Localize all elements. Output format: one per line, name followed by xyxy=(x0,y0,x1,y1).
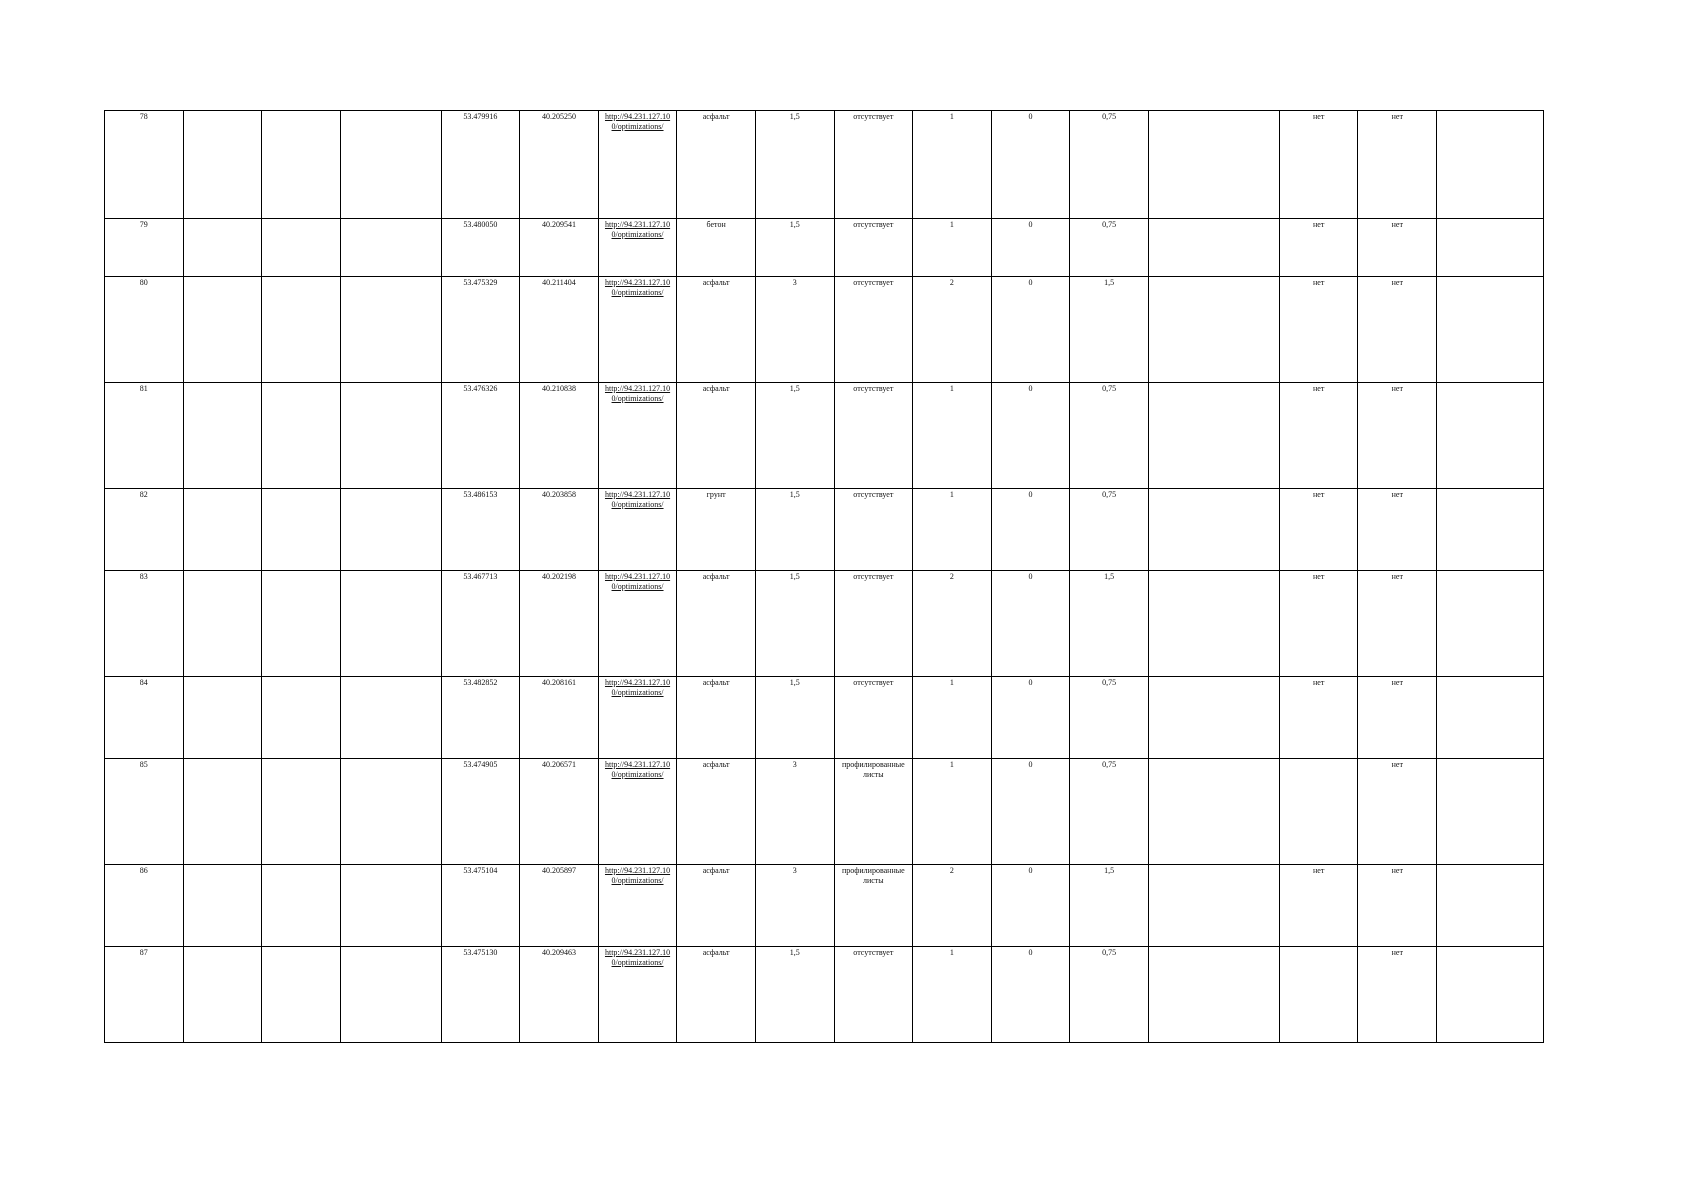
volume-cell: 1,5 xyxy=(1070,277,1149,383)
empty-cell xyxy=(262,111,341,219)
latitude-cell: 53.486153 xyxy=(441,489,520,571)
link-cell[interactable]: http://94.231.127.10 0/optimizations/ xyxy=(598,111,677,219)
address-cell xyxy=(340,277,441,383)
link-cell[interactable]: http://94.231.127.10 0/optimizations/ xyxy=(598,759,677,865)
empty-cell xyxy=(183,111,262,219)
longitude-cell: 40.209463 xyxy=(520,947,599,1043)
row-number: 80 xyxy=(105,277,184,383)
count-cell: 1 xyxy=(913,677,992,759)
address-cell xyxy=(340,219,441,277)
count-cell: 0 xyxy=(991,947,1070,1043)
longitude-cell: 40.203858 xyxy=(520,489,599,571)
count-cell: 1 xyxy=(913,759,992,865)
flag-cell: нет xyxy=(1279,277,1358,383)
row-number: 83 xyxy=(105,571,184,677)
empty-cell xyxy=(183,677,262,759)
area-cell: 1,5 xyxy=(755,677,834,759)
flag-cell: нет xyxy=(1358,571,1437,677)
surface-cell: бетон xyxy=(677,219,756,277)
volume-cell: 0,75 xyxy=(1070,677,1149,759)
fence-cell: отсутствует xyxy=(834,219,913,277)
empty-cell xyxy=(262,759,341,865)
surface-cell: асфальт xyxy=(677,571,756,677)
volume-cell: 1,5 xyxy=(1070,571,1149,677)
latitude-cell: 53.475329 xyxy=(441,277,520,383)
table-row xyxy=(105,947,1544,1043)
user-cell xyxy=(1437,759,1544,865)
empty-cell xyxy=(262,489,341,571)
owner-cell xyxy=(1148,489,1279,571)
link-cell[interactable]: http://94.231.127.10 0/optimizations/ xyxy=(598,677,677,759)
fence-cell: отсутствует xyxy=(834,111,913,219)
empty-cell xyxy=(183,759,262,865)
count-cell: 1 xyxy=(913,947,992,1043)
volume-cell: 0,75 xyxy=(1070,947,1149,1043)
address-cell xyxy=(340,489,441,571)
row-number: 79 xyxy=(105,219,184,277)
row-number: 85 xyxy=(105,759,184,865)
address-cell xyxy=(340,947,441,1043)
longitude-cell: 40.202198 xyxy=(520,571,599,677)
surface-cell: асфальт xyxy=(677,759,756,865)
fence-cell: профилированные листы xyxy=(834,759,913,865)
link-cell[interactable]: http://94.231.127.10 0/optimizations/ xyxy=(598,277,677,383)
empty-cell xyxy=(183,571,262,677)
longitude-cell: 40.205897 xyxy=(520,865,599,947)
longitude-cell: 40.211404 xyxy=(520,277,599,383)
row-number: 81 xyxy=(105,383,184,489)
area-cell: 1,5 xyxy=(755,489,834,571)
address-cell xyxy=(340,571,441,677)
count-cell: 0 xyxy=(991,865,1070,947)
latitude-cell: 53.476326 xyxy=(441,383,520,489)
table-row xyxy=(105,383,1544,489)
address-cell xyxy=(340,759,441,865)
volume-cell: 1,5 xyxy=(1070,865,1149,947)
count-cell: 1 xyxy=(913,219,992,277)
surface-cell: асфальт xyxy=(677,111,756,219)
fence-cell: отсутствует xyxy=(834,489,913,571)
volume-cell: 0,75 xyxy=(1070,111,1149,219)
count-cell: 0 xyxy=(991,571,1070,677)
fence-cell: отсутствует xyxy=(834,383,913,489)
empty-cell xyxy=(183,219,262,277)
surface-cell: асфальт xyxy=(677,677,756,759)
owner-cell xyxy=(1148,383,1279,489)
user-cell xyxy=(1437,219,1544,277)
table-body xyxy=(105,111,1544,1043)
row-number: 82 xyxy=(105,489,184,571)
owner-cell xyxy=(1148,111,1279,219)
fence-cell: отсутствует xyxy=(834,571,913,677)
row-number: 84 xyxy=(105,677,184,759)
area-cell: 1,5 xyxy=(755,947,834,1043)
table-row xyxy=(105,277,1544,383)
latitude-cell: 53.475130 xyxy=(441,947,520,1043)
surface-cell: асфальт xyxy=(677,865,756,947)
volume-cell: 0,75 xyxy=(1070,489,1149,571)
owner-cell xyxy=(1148,277,1279,383)
empty-cell xyxy=(262,571,341,677)
table-row xyxy=(105,865,1544,947)
empty-cell xyxy=(183,489,262,571)
user-cell xyxy=(1437,489,1544,571)
document-sheet xyxy=(104,110,1544,1043)
flag-cell: нет xyxy=(1358,219,1437,277)
address-cell xyxy=(340,865,441,947)
volume-cell: 0,75 xyxy=(1070,759,1149,865)
link-cell[interactable]: http://94.231.127.10 0/optimizations/ xyxy=(598,571,677,677)
empty-cell xyxy=(183,383,262,489)
user-cell xyxy=(1437,277,1544,383)
volume-cell: 0,75 xyxy=(1070,219,1149,277)
owner-cell xyxy=(1148,219,1279,277)
row-number: 78 xyxy=(105,111,184,219)
empty-cell xyxy=(183,947,262,1043)
table-row xyxy=(105,489,1544,571)
surface-cell: асфальт xyxy=(677,383,756,489)
area-cell: 1,5 xyxy=(755,383,834,489)
address-cell xyxy=(340,677,441,759)
user-cell xyxy=(1437,571,1544,677)
area-cell: 1,5 xyxy=(755,219,834,277)
table-row xyxy=(105,677,1544,759)
count-cell: 1 xyxy=(913,383,992,489)
empty-cell xyxy=(262,865,341,947)
flag-cell: нет xyxy=(1279,111,1358,219)
table-row xyxy=(105,219,1544,277)
flag-cell: нет xyxy=(1358,865,1437,947)
owner-cell xyxy=(1148,865,1279,947)
link-cell[interactable]: http://94.231.127.10 0/optimizations/ xyxy=(598,947,677,1043)
row-number: 86 xyxy=(105,865,184,947)
flag-cell: нет xyxy=(1279,383,1358,489)
flag-cell xyxy=(1279,759,1358,865)
flag-cell: нет xyxy=(1358,383,1437,489)
empty-cell xyxy=(262,219,341,277)
user-cell xyxy=(1437,947,1544,1043)
flag-cell: нет xyxy=(1358,111,1437,219)
owner-cell xyxy=(1148,571,1279,677)
owner-cell xyxy=(1148,947,1279,1043)
user-cell xyxy=(1437,383,1544,489)
area-cell: 3 xyxy=(755,277,834,383)
count-cell: 0 xyxy=(991,277,1070,383)
longitude-cell: 40.206571 xyxy=(520,759,599,865)
fence-cell: отсутствует xyxy=(834,277,913,383)
latitude-cell: 53.467713 xyxy=(441,571,520,677)
latitude-cell: 53.480050 xyxy=(441,219,520,277)
flag-cell: нет xyxy=(1358,489,1437,571)
count-cell: 0 xyxy=(991,219,1070,277)
flag-cell: нет xyxy=(1279,219,1358,277)
link-cell[interactable]: http://94.231.127.10 0/optimizations/ xyxy=(598,489,677,571)
flag-cell: нет xyxy=(1279,571,1358,677)
flag-cell: нет xyxy=(1358,947,1437,1043)
table-row xyxy=(105,571,1544,677)
flag-cell: нет xyxy=(1358,677,1437,759)
table-row xyxy=(105,759,1544,865)
sites-table xyxy=(104,110,1544,1043)
fence-cell: отсутствует xyxy=(834,947,913,1043)
fence-cell: профилированные листы xyxy=(834,865,913,947)
flag-cell: нет xyxy=(1358,759,1437,865)
owner-cell xyxy=(1148,759,1279,865)
area-cell: 1,5 xyxy=(755,111,834,219)
flag-cell: нет xyxy=(1279,489,1358,571)
longitude-cell: 40.209541 xyxy=(520,219,599,277)
area-cell: 1,5 xyxy=(755,571,834,677)
link-cell[interactable]: http://94.231.127.10 0/optimizations/ xyxy=(598,383,677,489)
latitude-cell: 53.475104 xyxy=(441,865,520,947)
empty-cell xyxy=(262,383,341,489)
table-row xyxy=(105,111,1544,219)
empty-cell xyxy=(183,277,262,383)
count-cell: 1 xyxy=(913,489,992,571)
area-cell: 3 xyxy=(755,865,834,947)
owner-cell xyxy=(1148,677,1279,759)
count-cell: 1 xyxy=(913,111,992,219)
count-cell: 0 xyxy=(991,759,1070,865)
link-cell[interactable]: http://94.231.127.10 0/optimizations/ xyxy=(598,219,677,277)
empty-cell xyxy=(262,677,341,759)
count-cell: 0 xyxy=(991,677,1070,759)
empty-cell xyxy=(262,277,341,383)
surface-cell: асфальт xyxy=(677,947,756,1043)
empty-cell xyxy=(262,947,341,1043)
latitude-cell: 53.482852 xyxy=(441,677,520,759)
user-cell xyxy=(1437,865,1544,947)
volume-cell: 0,75 xyxy=(1070,383,1149,489)
count-cell: 0 xyxy=(991,383,1070,489)
flag-cell: нет xyxy=(1358,277,1437,383)
latitude-cell: 53.479916 xyxy=(441,111,520,219)
user-cell xyxy=(1437,111,1544,219)
fence-cell: отсутствует xyxy=(834,677,913,759)
area-cell: 3 xyxy=(755,759,834,865)
link-cell[interactable]: http://94.231.127.10 0/optimizations/ xyxy=(598,865,677,947)
count-cell: 0 xyxy=(991,111,1070,219)
address-cell xyxy=(340,111,441,219)
empty-cell xyxy=(183,865,262,947)
count-cell: 0 xyxy=(991,489,1070,571)
latitude-cell: 53.474905 xyxy=(441,759,520,865)
flag-cell xyxy=(1279,947,1358,1043)
count-cell: 2 xyxy=(913,277,992,383)
count-cell: 2 xyxy=(913,865,992,947)
address-cell xyxy=(340,383,441,489)
longitude-cell: 40.210838 xyxy=(520,383,599,489)
flag-cell: нет xyxy=(1279,865,1358,947)
longitude-cell: 40.205250 xyxy=(520,111,599,219)
count-cell: 2 xyxy=(913,571,992,677)
flag-cell: нет xyxy=(1279,677,1358,759)
row-number: 87 xyxy=(105,947,184,1043)
longitude-cell: 40.208161 xyxy=(520,677,599,759)
surface-cell: грунт xyxy=(677,489,756,571)
surface-cell: асфальт xyxy=(677,277,756,383)
user-cell xyxy=(1437,677,1544,759)
